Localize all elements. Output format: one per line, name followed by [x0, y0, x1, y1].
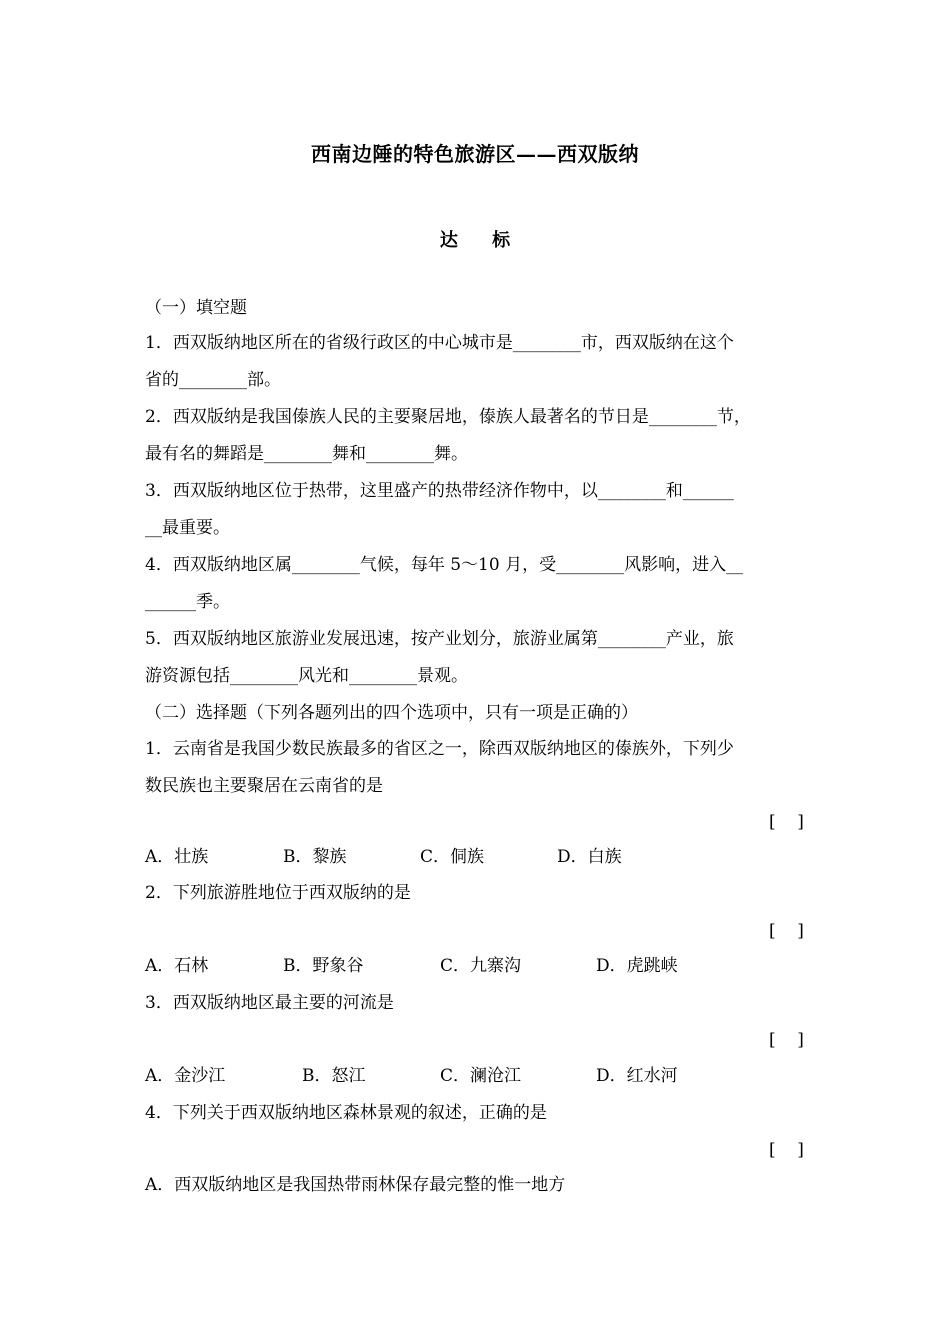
question-stem: 4．下列关于西双版纳地区森林景观的叙述，正确的是 [145, 1103, 547, 1123]
fill-in-line: 5．西双版纳地区旅游业发展迅速，按产业划分，旅游业属第________产业，旅 [145, 629, 734, 649]
document-title: 西南边陲的特色旅游区——西双版纳 [311, 142, 639, 166]
question-stem: 3．西双版纳地区最主要的河流是 [145, 993, 394, 1013]
document-subtitle: 达 标 [439, 230, 525, 251]
option-c: C．侗族 [420, 847, 485, 867]
fill-in-line: ______季。 [145, 592, 230, 612]
answer-bracket: [ ] [769, 921, 804, 941]
option-a: A．石林 [145, 956, 209, 976]
fill-in-line: 2．西双版纳是我国傣族人民的主要聚居地，傣族人最著名的节日是________节， [145, 407, 751, 427]
option-b: B．怒江 [302, 1066, 366, 1086]
fill-in-line: 省的________部。 [145, 370, 281, 390]
option-b: B．野象谷 [283, 956, 364, 976]
option-c: C．九寨沟 [440, 956, 522, 976]
question-stem: 2．下列旅游胜地位于西双版纳的是 [145, 883, 411, 903]
answer-bracket: [ ] [769, 812, 804, 832]
question-stem: 1．云南省是我国少数民族最多的省区之一，除西双版纳地区的傣族外，下列少 [145, 739, 734, 759]
option-b: B．黎族 [283, 847, 347, 867]
fill-in-line: 3．西双版纳地区位于热带，这里盛产的热带经济作物中，以________和______ [145, 481, 734, 501]
section-heading-multiple-choice: （二）选择题（下列各题列出的四个选项中，只有一项是正确的） [145, 703, 638, 723]
option-d: D．红水河 [596, 1066, 678, 1086]
option-a: A．金沙江 [145, 1066, 226, 1086]
fill-in-line: 最有名的舞蹈是________舞和________舞。 [145, 444, 468, 464]
option-a: A．西双版纳地区是我国热带雨林保存最完整的惟一地方 [145, 1175, 566, 1195]
fill-in-line: 1．西双版纳地区所在的省级行政区的中心城市是________市，西双版纳在这个 [145, 333, 734, 353]
answer-bracket: [ ] [769, 1030, 804, 1050]
section-heading-fill-in: （一）填空题 [145, 298, 247, 318]
fill-in-line: 4．西双版纳地区属________气候，每年 5～10 月，受________风影响，进入__ [145, 555, 744, 575]
fill-in-line: 游资源包括________风光和________景观。 [145, 666, 468, 686]
option-a: A．壮族 [145, 847, 209, 867]
answer-bracket: [ ] [769, 1140, 804, 1160]
question-stem: 数民族也主要聚居在云南省的是 [145, 776, 383, 796]
option-d: D．虎跳峡 [596, 956, 678, 976]
option-c: C．澜沧江 [440, 1066, 522, 1086]
option-d: D．白族 [557, 847, 622, 867]
fill-in-line: __最重要。 [145, 518, 230, 538]
